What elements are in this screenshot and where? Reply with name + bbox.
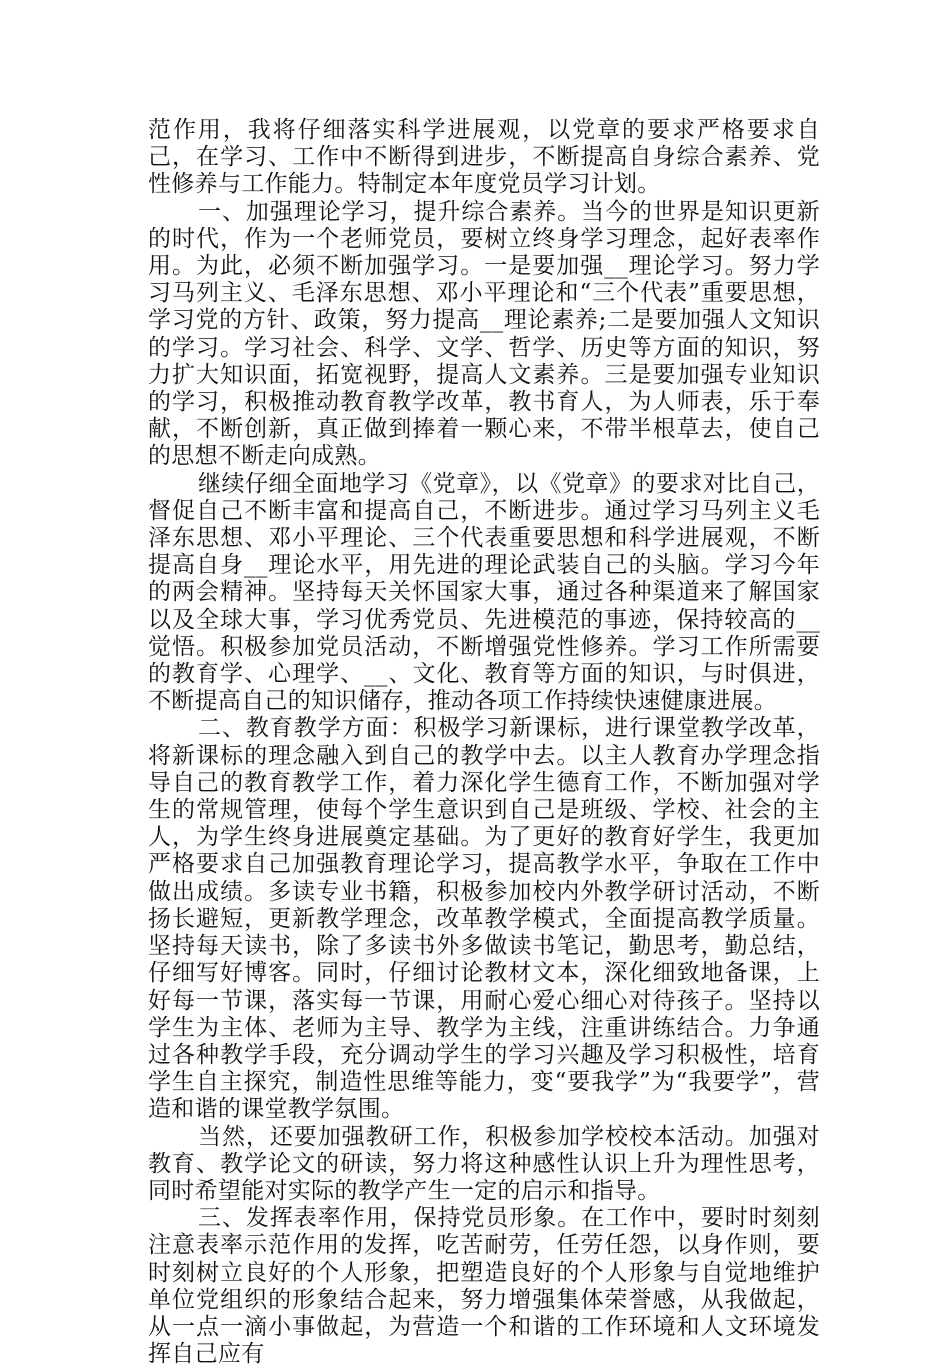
paragraph-teaching: 二、教育教学方面：积极学习新课标，进行课堂教学改革，将新课标的理念融入到自己的教学中去。以主人教育办学理念指导自己的教育教学工作，着力深化学生德育工作，不断加强对学生的常规管理，使每个学生意识到自己是班级、学校、社会的主人，为学生终身进展奠定基础。为了更好的教育好学生，我更加严格要求自己加强教育理论学习，提高教学水平，争取在工作中做出成绩。多读专业书籍，积极参加校内外教学研讨活动，不断扬长避短，更新教学理念，改革教学模式，全面提高教学质量。坚持每天读书，除了多读书外多做读书笔记，勤思考，勤总结，仔细写好博客。同时，仔细讨论教材文本，深化细致地备课，上好每一节课，落实每一节课，用耐心爱心细心对待孩子。坚持以学生为主体、老师为主导、教学为主线，注重讲练结合。力争通过各种教学手段，充分调动学生的学习兴趣及学习积极性，培育学生自主探究，制造性思维等能力，变“要我学”为“我要学”，营造和谐的课堂教学氛围。 (148, 715, 820, 1123)
paragraph-role-model: 三、发挥表率作用，保持党员形象。在工作中，要时时刻刻注意表率示范作用的发挥，吃苦耐劳，任劳任怨，以身作则，要时刻树立良好的个人形象，把塑造良好的个人形象与自觉地维护单位党组织的形象结合起来，努力增强集体荣誉感，从我做起，从一点一滴小事做起，为营造一个和谐的工作环境和人文环境发挥自己应有 (148, 1205, 820, 1368)
paragraph-party-charter: 继续仔细全面地学习《党章》，以《党章》的要求对比自己，督促自己不断丰富和提高自己，不断进步。通过学习马列主义毛泽东思想、邓小平理论、三个代表重要思想和科学进展观，不断提高自身__理论水平，用先进的理论武装自己的头脑。学习今年的两会精神。坚持每天关怀国家大事，通过各种渠道来了解国家以及全球大事，学习优秀党员、先进模范的事迹，保持较高的__觉悟。积极参加党员活动，不断增强党性修养。学习工作所需要的教育学、心理学、__、文化、教育等方面的知识，与时俱进，不断提高自己的知识储存，推动各项工作持续快速健康进展。 (148, 470, 820, 715)
paragraph-research: 当然，还要加强教研工作，积极参加学校校本活动。加强对教育、教学论文的研读，努力将这种感性认识上升为理性思考，同时希望能对实际的教学产生一定的启示和指导。 (148, 1123, 820, 1204)
paragraph-intro: 范作用，我将仔细落实科学进展观，以党章的要求严格要求自己，在学习、工作中不断得到进步，不断提高自身综合素养、党性修养与工作能力。特制定本年度党员学习计划。 (148, 117, 820, 198)
paragraph-theory-study: 一、加强理论学习，提升综合素养。当今的世界是知识更新的时代，作为一个老师党员，要树立终身学习理念，起好表率作用。为此，必须不断加强学习。一是要加强__理论学习。努力学习马列主义、毛泽东思想、邓小平理论和“三个代表”重要思想，学习党的方针、政策，努力提高__理论素养;二是要加强人文知识的学习。学习社会、科学、文学、哲学、历史等方面的知识，努力扩大知识面，拓宽视野，提高人文素养。三是要加强专业知识的学习，积极推动教育教学改革，教书育人，为人师表，乐于奉献，不断创新，真正做到捧着一颗心来，不带半根草去，使自己的思想不断走向成熟。 (148, 198, 820, 470)
document-body (148, 117, 820, 1368)
